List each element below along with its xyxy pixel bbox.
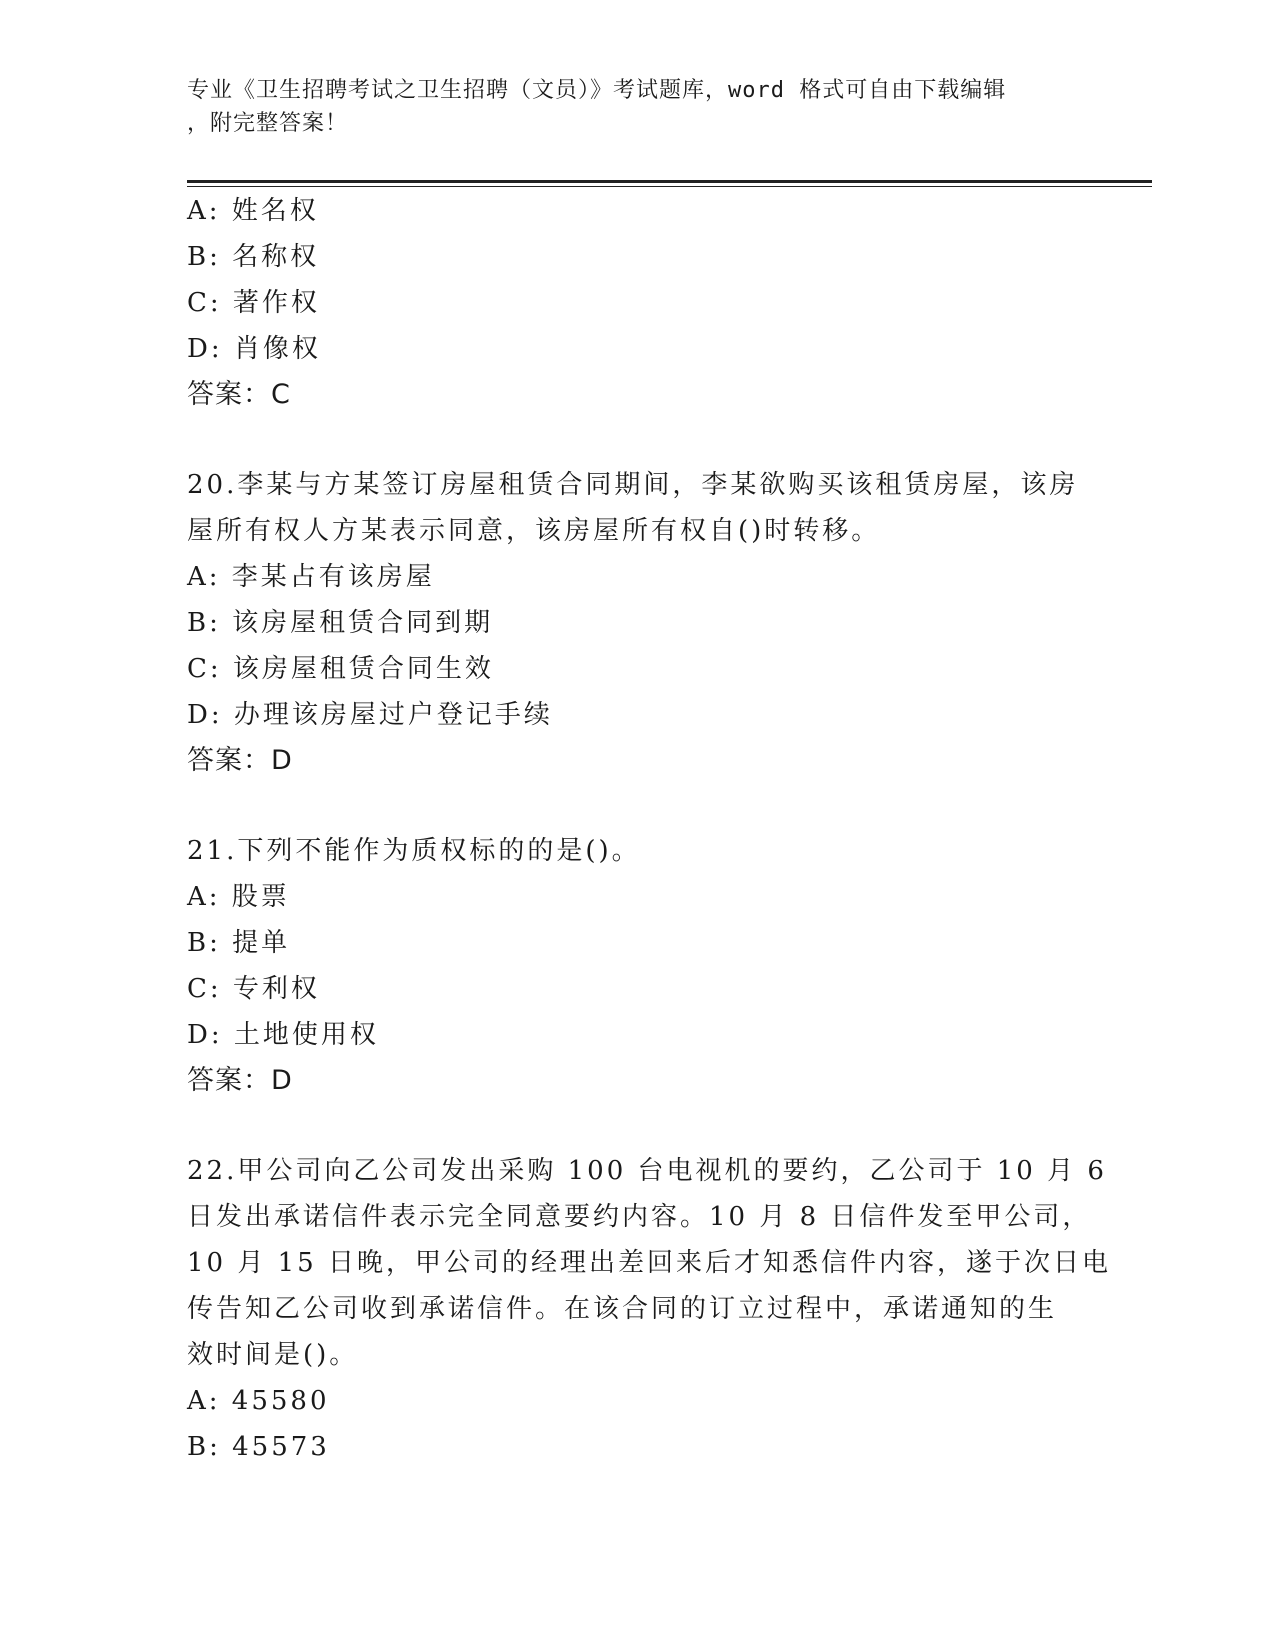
option-a: A: 姓名权	[187, 196, 319, 226]
option-d: D: 办理该房屋过户登记手续	[187, 700, 553, 730]
question-text: 21.下列不能作为质权标的的是()。	[187, 836, 641, 866]
question-text: 屋所有权人方某表示同意，该房屋所有权自()时转移。	[187, 516, 881, 546]
header-divider-thin	[187, 186, 1152, 187]
option-b: B: 该房屋租赁合同到期	[187, 608, 494, 638]
header-line-2: ，附完整答案！	[187, 111, 349, 136]
question-text: 日发出承诺信件表示完全同意要约内容。10 月 8 日信件发至甲公司，	[187, 1202, 1092, 1232]
option-c: C: 该房屋租赁合同生效	[187, 654, 494, 684]
answer: 答案：D	[187, 745, 293, 776]
option-b: B: 45573	[187, 1432, 330, 1462]
question-text: 20.李某与方某签订房屋租赁合同期间，李某欲购买该租赁房屋，该房	[187, 470, 1079, 500]
option-a: A: 李某占有该房屋	[187, 562, 435, 592]
answer: 答案：C	[187, 379, 291, 410]
question-list	[187, 188, 1111, 1470]
option-d: D: 土地使用权	[187, 1020, 379, 1050]
question-text: 22.甲公司向乙公司发出采购 100 台电视机的要约，乙公司于 10 月 6	[187, 1156, 1107, 1186]
question-20	[187, 462, 1087, 784]
question-text: 10 月 15 日晚，甲公司的经理出差回来后才知悉信件内容，遂于次日电	[187, 1248, 1111, 1278]
option-b: B: 名称权	[187, 242, 320, 272]
question-19	[187, 188, 1087, 418]
question-21	[187, 828, 1087, 1104]
option-c: C: 专利权	[187, 974, 320, 1004]
header-line-1: 专业《卫生招聘考试之卫生招聘（文员）》考试题库，word 格式可自由下载编辑	[187, 78, 1007, 103]
option-d: D: 肖像权	[187, 334, 321, 364]
answer: 答案：D	[187, 1065, 293, 1096]
option-c: C: 著作权	[187, 288, 320, 318]
option-a: A: 45580	[187, 1386, 330, 1416]
header-divider-thick	[187, 180, 1152, 183]
question-text: 效时间是()。	[187, 1340, 359, 1370]
page-header	[187, 74, 1087, 140]
question-text: 传告知乙公司收到承诺信件。在该合同的订立过程中，承诺通知的生	[187, 1294, 1058, 1324]
option-a: A: 股票	[187, 882, 290, 912]
question-22	[187, 1148, 1111, 1470]
option-b: B: 提单	[187, 928, 291, 958]
